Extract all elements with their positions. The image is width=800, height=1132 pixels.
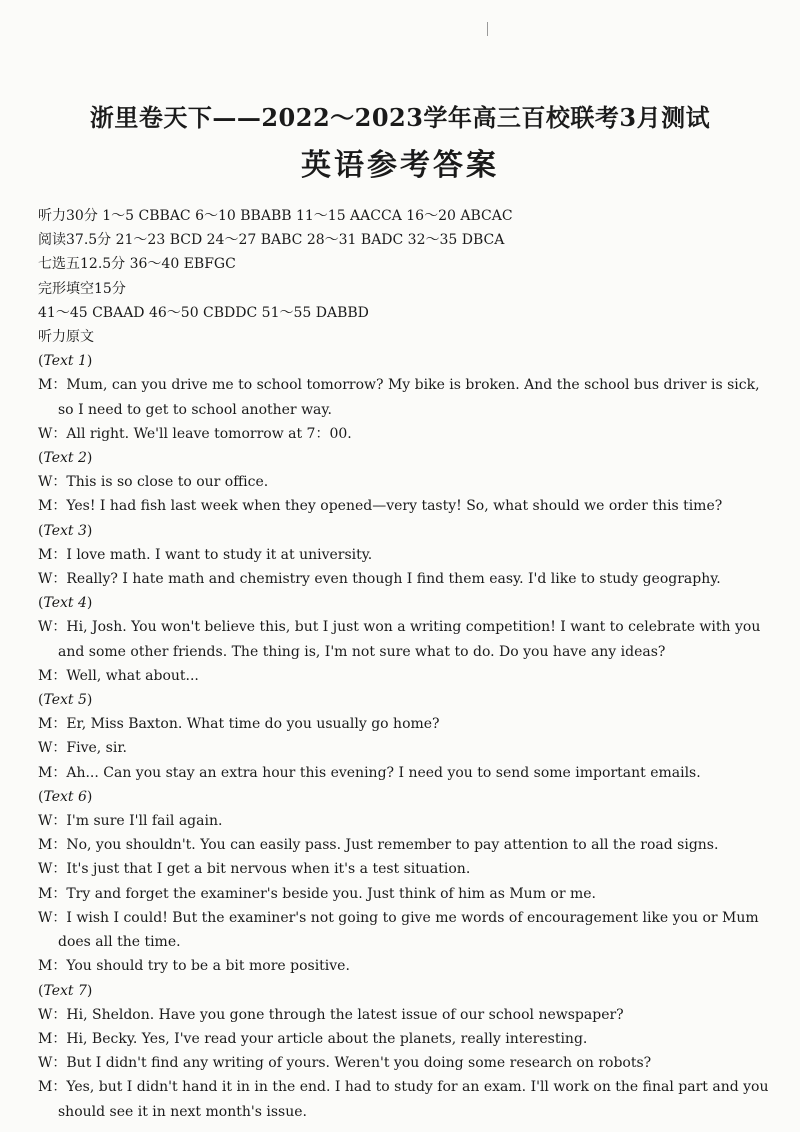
dialogue-line: W：All right. We'll leave tomorrow at 7：00.: [38, 425, 352, 442]
transcript-heading: 听力原文: [38, 329, 94, 346]
answer-line-cloze: 41～45 CBAAD 46～50 CBDDC 51～55 DABBD: [38, 304, 369, 321]
dialogue-line: M：You should try to be a bit more positive.: [38, 958, 350, 975]
dialogue-line: M：Ah... Can you stay an extra hour this evening? I need you to send some important emails.: [38, 764, 701, 781]
dialogue-line: W：Hi, Josh. You won't believe this, but I just won a writing competition! I want to celebrate with you and some other friends. The thing is, I'm not sure what to do. Do you have any ideas?: [38, 619, 761, 660]
dialogue-line: M：I love math. I want to study it at university.: [38, 546, 373, 563]
dialogue-line: W：Hi, Sheldon. Have you gone through the latest issue of our school newspaper?: [38, 1006, 624, 1023]
text-label: (Text 6): [38, 788, 93, 805]
dialogue-line: W：I'm sure I'll fail again.: [38, 813, 223, 830]
text-label: (Text 5): [38, 692, 93, 709]
dialogue-line: W：Really? I hate math and chemistry even though I find them easy. I'd like to study geography.: [38, 571, 721, 588]
text-label: (Text 2): [38, 450, 93, 467]
answer-line-listening: 听力30分 1～5 CBBAC 6～10 BBABB 11～15 AACCA 16～20 ABCAC: [38, 208, 513, 224]
page-mark: [487, 22, 488, 36]
text-label: (Text 4): [38, 595, 93, 612]
text-label: (Text 7): [38, 982, 93, 999]
answer-line-cloze-heading: 完形填空15分: [38, 280, 126, 297]
dialogue-line: W：But I didn't find any writing of yours. Weren't you doing some research on robots?: [38, 1055, 652, 1072]
answer-line-seven-choose-five: 七选五12.5分 36～40 EBFGC: [38, 256, 236, 273]
dialogue-line: M：Hi, Becky. Yes, I've read your article about the planets, really interesting.: [38, 1030, 588, 1047]
dialogue-line: M：No, you shouldn't. You can easily pass. Just remember to pay attention to all the road signs.: [38, 837, 719, 854]
dialogue-line: W：Five, sir.: [38, 740, 127, 757]
dialogue-line: W：I wish I could! But the examiner's not going to give me words of encouragement like you or Mum does all the time.: [38, 909, 759, 951]
dialogue-line: M：Well, what about...: [38, 667, 199, 684]
dialogue-line: M：Mum, can you drive me to school tomorrow? My bike is broken. And the school bus driver is sick, so I need to get to school another way.: [38, 377, 760, 418]
answer-line-reading: 阅读37.5分 21～23 BCD 24～27 BABC 28～31 BADC 32～35 DBCA: [38, 232, 505, 249]
text-label: (Text 1): [38, 353, 93, 370]
dialogue-line: W：It's just that I get a bit nervous when it's a test situation.: [38, 861, 471, 878]
dialogue-line: M：Yes, but I didn't hand it in in the end. I had to study for an exam. I'll work on the final part and you should see it in next month's issue.: [38, 1079, 769, 1120]
dialogue-line: W：This is so close to our office.: [38, 474, 269, 491]
dialogue-line: M：Try and forget the examiner's beside you. Just think of him as Mum or me.: [38, 885, 597, 902]
page-title: 浙里卷天下——2022～2023学年高三百校联考3月测试: [89, 103, 711, 132]
document-body: [38, 204, 772, 1124]
dialogue-line: M：Er, Miss Baxton. What time do you usually go home?: [38, 716, 440, 733]
dialogue-line: M：Yes! I had fish last week when they opened—very tasty! So, what should we order this time?: [38, 498, 723, 515]
text-label: (Text 3): [38, 522, 93, 539]
page-subtitle: 英语参考答案: [301, 148, 499, 183]
